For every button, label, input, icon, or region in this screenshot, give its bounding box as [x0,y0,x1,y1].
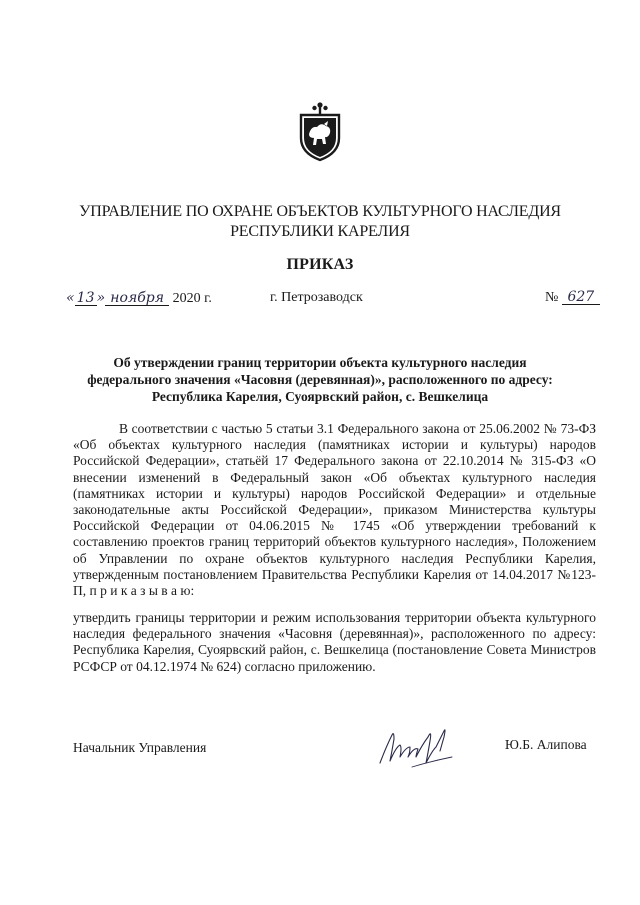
document-number [545,290,600,306]
date-day: 13 [75,291,97,306]
coat-of-arms-icon [297,100,343,162]
signatory-position: Начальник Управления [73,740,207,755]
date-year: 2020 г. [172,291,212,306]
number-prefix: № [545,290,559,305]
date-month: ноября [105,291,169,306]
preamble-text: В соответствии с частью 5 статьи 3.1 Федерального закона от 25.06.2002 № 73-ФЗ «Об объектах культурного наследия (памятниках истории и культуры) народов Российской Федерации», статьёй 17 Федерального закона от 22.10.2014 № 315-ФЗ «О внесении изменений в Федеральный закон «Об объектах культурного наследия (памятниках истории и культуры) народов Российской Федерации» и отдельные законодательные акты Российской Федерации», приказом Министерства культуры Российской Федерации от 04.06.2015 № 1745 «Об утверждении требований к составлению проектов границ территорий объектов культурного наследия», Положением об Управлении по охране объектов культурного наследия Республики Карелия, утвержденным постановлением Правительства Республики Карелия от 14.04.2017 №123-П, п р и к а з ы в а ю: [73,421,596,599]
date-close-quote: » [96,290,106,306]
organization-line-2: РЕСПУБЛИКИ КАРЕЛИЯ [230,223,410,240]
date-open-quote: « [66,290,75,306]
organization-name [40,202,600,242]
handwritten-signature [372,717,462,775]
signatory-name: Ю.Б. Алипова [505,737,587,752]
preamble-paragraph [73,421,596,599]
document-date [66,290,212,307]
organization-line-1: УПРАВЛЕНИЕ ПО ОХРАНЕ ОБЪЕКТОВ КУЛЬТУРНОГО НАСЛЕДИЯ [79,203,561,220]
order-paragraph: утвердить границы территории и режим использования территории объекта культурного наследия федерального значения «Часовня (деревянная)», расположенного по адресу: Республика Карелия, Суоярвский район, с. Вешкелица (постановление Совета Министров РСФСР от 04.12.1974 № 624) согласно приложению. [73,610,596,674]
document-city: г. Петрозаводск [270,290,363,305]
document-type: ПРИКАЗ [286,256,354,273]
document-subject: Об утверждении границ территории объекта культурного наследия федерального значения «Часовня (деревянная)», расположенного по адресу: Республика Карелия, Суоярвский район, с. Вешкелица [87,355,553,404]
number-value: 627 [562,290,600,305]
